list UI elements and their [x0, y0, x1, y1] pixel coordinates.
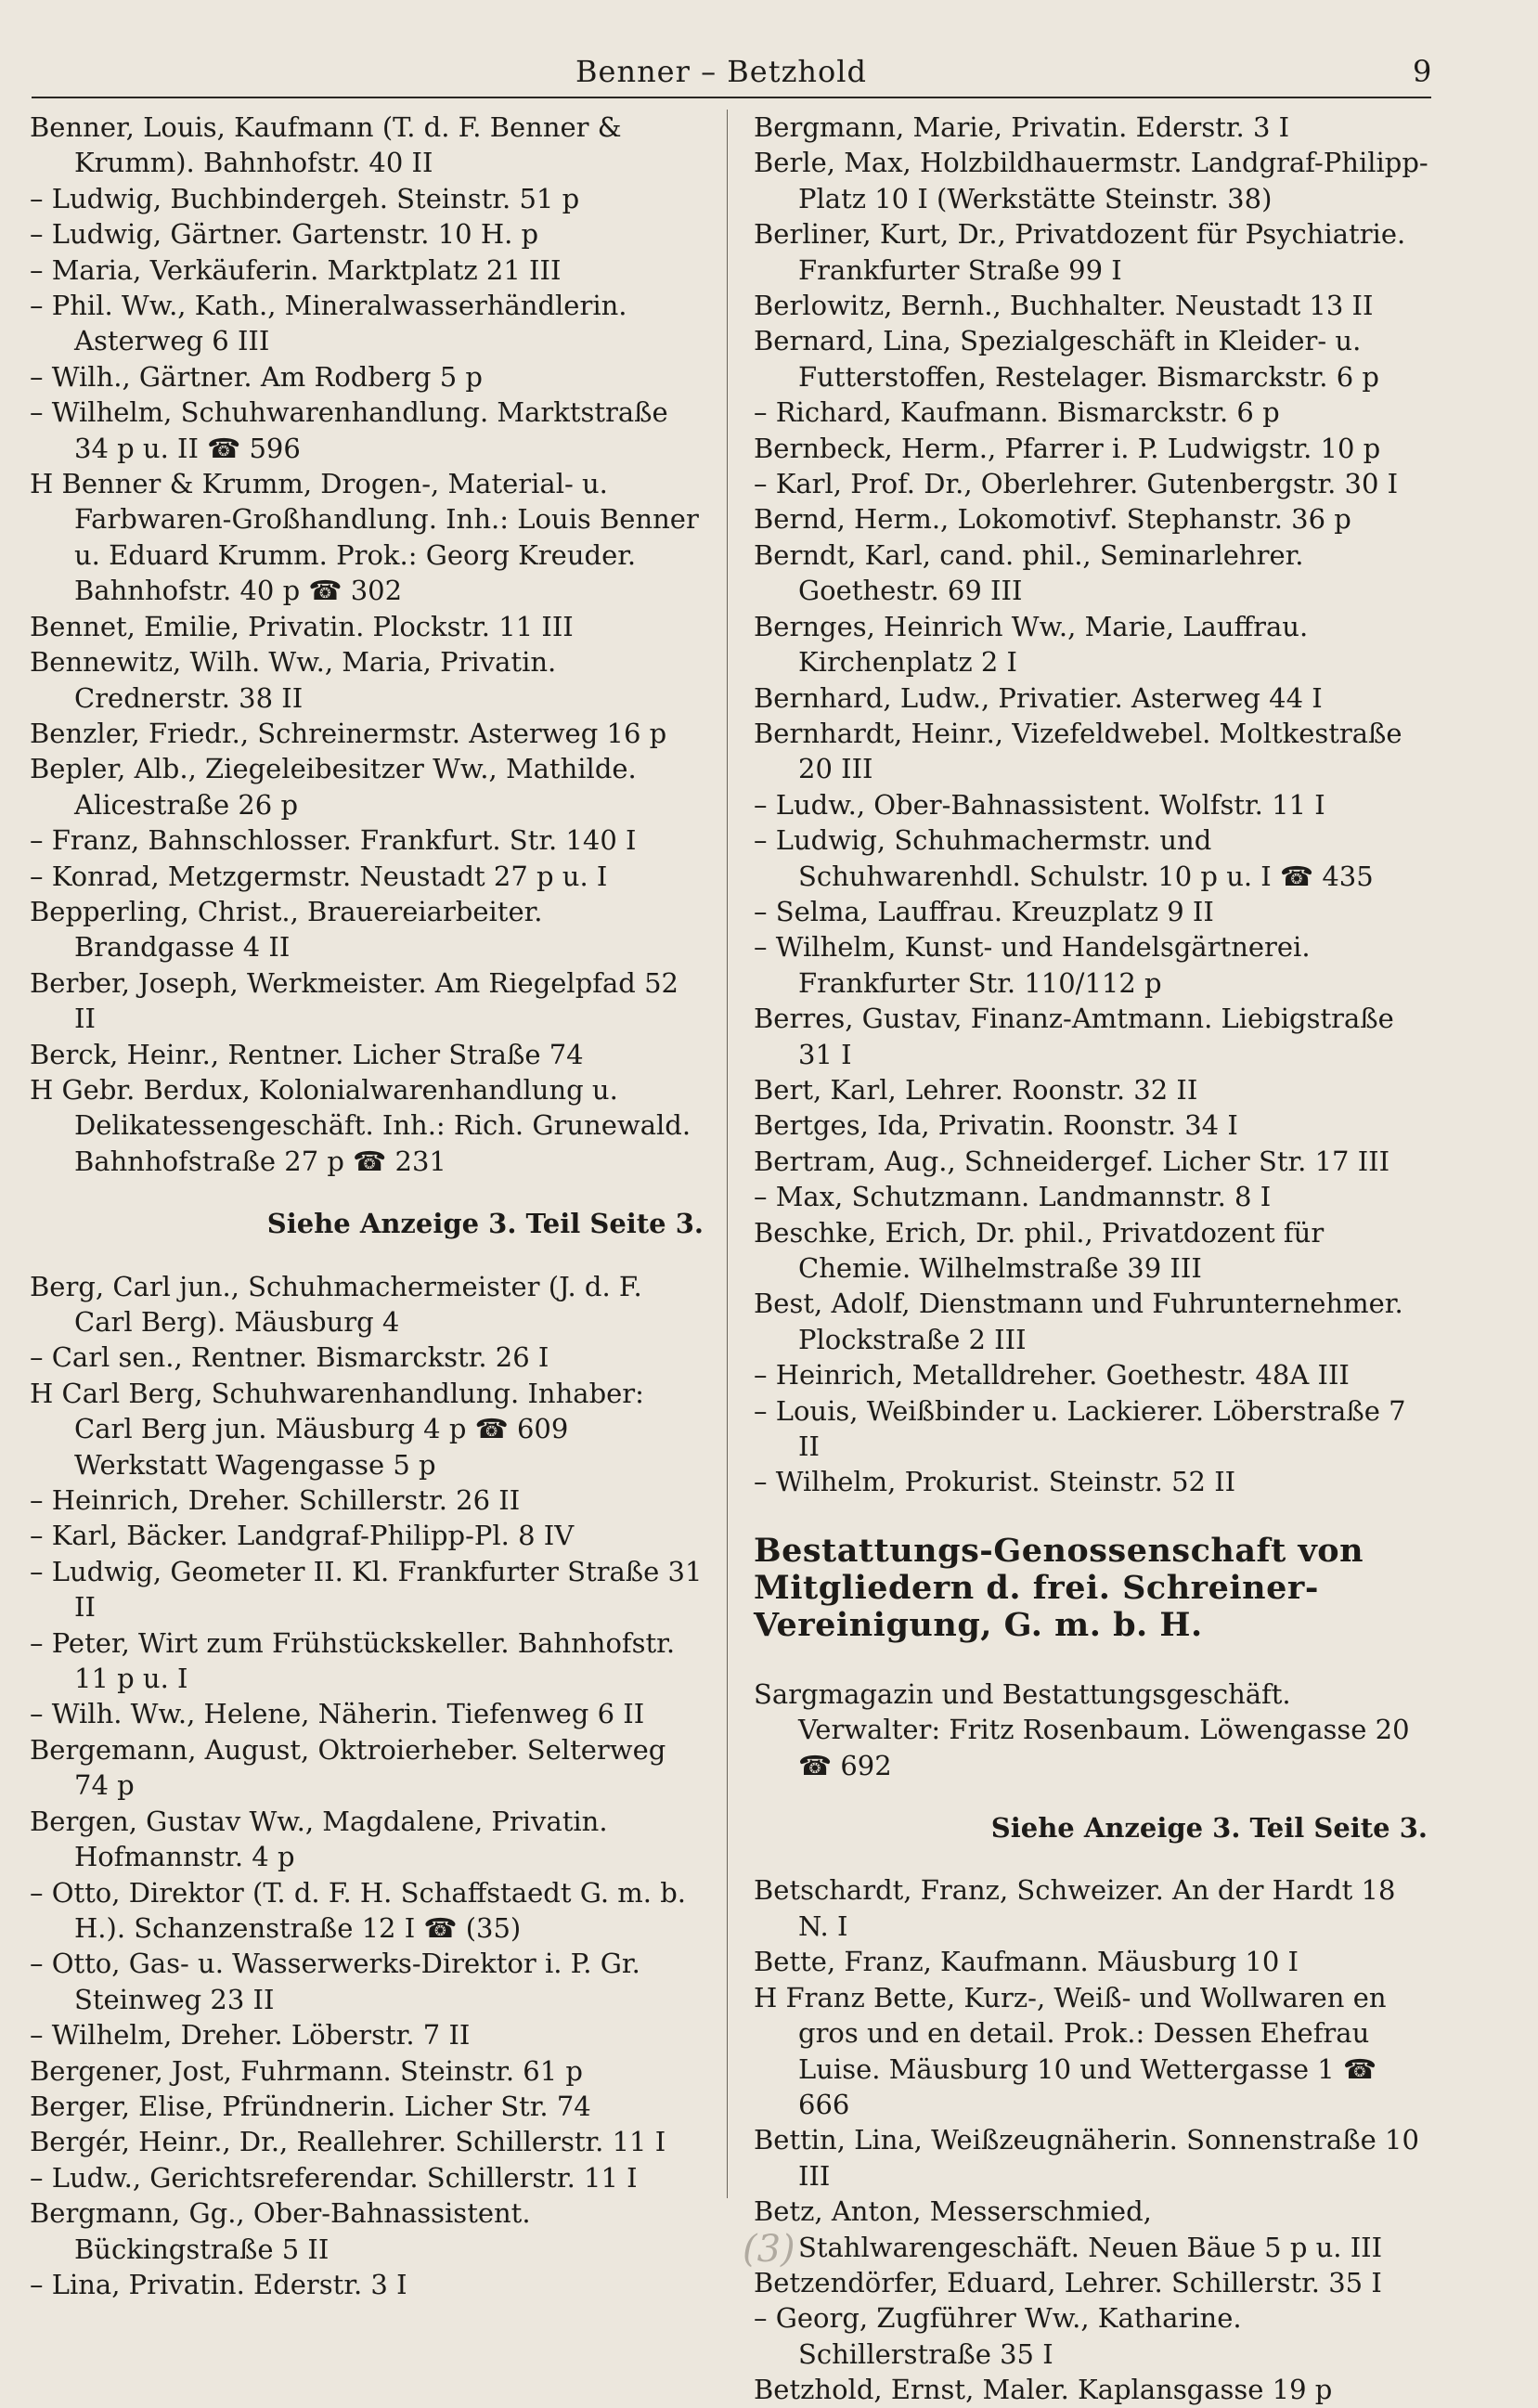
list-item: Sargmagazin und Bestattungsgeschäft. Verwalter: Fritz Rosenbaum. Löwengasse 20 ☎ 692 — [754, 1677, 1410, 1781]
list-item: – Wilhelm, Prokurist. Steinstr. 52 II — [754, 1466, 1236, 1498]
list-item: Betz, Anton, Messerschmied, Stahlwarengeschäft. Neuen Bäue 5 p u. III — [754, 2195, 1383, 2263]
list-item: Bergen, Gustav Ww., Magdalene, Privatin. Hofmannstr. 4 p — [30, 1805, 608, 1873]
list-item: Berres, Gustav, Finanz-Amtmann. Liebigstraße 31 I — [754, 1003, 1394, 1070]
list-item: Berlowitz, Bernh., Buchhalter. Neustadt 13 II — [754, 290, 1374, 322]
list-item: Bernd, Herm., Lokomotivf. Stephanstr. 36 p — [754, 503, 1351, 536]
list-item: – Otto, Direktor (T. d. F. H. Schaffstaedt G. m. b. H.). Schanzenstraße 12 I ☎ (35) — [30, 1876, 687, 1944]
list-item: – Karl, Prof. Dr., Oberlehrer. Gutenbergstr. 30 I — [754, 468, 1399, 500]
list-item: – Louis, Weißbinder u. Lackierer. Löberstraße 7 II — [754, 1394, 1406, 1463]
list-item: Berndt, Karl, cand. phil., Seminarlehrer. Goethestr. 69 III — [754, 538, 1304, 607]
list-item: – Wilhelm, Kunst- und Handelsgärtnerei. Frankfurter Str. 110/112 p — [754, 931, 1311, 999]
list-item: – Selma, Lauffrau. Kreuzplatz 9 II — [754, 895, 1214, 927]
list-item: Bennet, Emilie, Privatin. Plockstr. 11 III — [30, 610, 574, 642]
list-item: – Phil. Ww., Kath., Mineralwasserhändlerin. Asterweg 6 III — [30, 290, 627, 357]
list-item: Bertges, Ida, Privatin. Roonstr. 34 I — [754, 1109, 1238, 1142]
list-item: Betschardt, Franz, Schweizer. An der Hardt 18 N. I — [754, 1874, 1396, 1942]
company-heading: Bestattungs-Genossenschaft von Mitgliedern d. frei. Schreiner-Vereinigung, G. m. b. H. — [754, 1531, 1364, 1644]
list-item: Bernard, Lina, Spezialgeschäft in Kleider- u. Futterstoffen, Restelager. Bismarckstr. 6 p — [754, 325, 1379, 393]
list-item: – Peter, Wirt zum Frühstückskeller. Bahnhofstr. 11 p u. I — [30, 1626, 676, 1695]
list-item: – Maria, Verkäuferin. Marktplatz 21 III — [30, 253, 562, 286]
list-item: Bert, Karl, Lehrer. Roonstr. 32 II — [754, 1073, 1198, 1106]
column-divider — [727, 110, 728, 2198]
list-item: – Ludw., Gerichtsreferendar. Schillerstr. 11 I — [30, 2161, 638, 2194]
list-item: Bernhardt, Heinr., Vizefeldwebel. Moltkestraße 20 III — [754, 717, 1402, 785]
list-item: – Otto, Gas- u. Wasserwerks-Direktor i. P. Gr. Steinweg 23 II — [30, 1948, 640, 2015]
list-item: – Wilhelm, Schuhwarenhandlung. Marktstraße 34 p u. II ☎ 596 — [30, 396, 668, 464]
list-item: Bergmann, Marie, Privatin. Ederstr. 3 I — [754, 111, 1290, 143]
list-item: Berger, Elise, Pfründnerin. Licher Str. 74 — [30, 2090, 591, 2122]
list-item: Best, Adolf, Dienstmann und Fuhrunternehmer. Plockstraße 2 III — [754, 1288, 1403, 1355]
header-rule — [32, 97, 1431, 98]
list-item: – Heinrich, Metalldreher. Goethestr. 48A III — [754, 1359, 1350, 1392]
list-item: – Heinrich, Dreher. Schillerstr. 26 II — [30, 1484, 521, 1517]
list-item: Bepperling, Christ., Brauereiarbeiter. Brandgasse 4 II — [30, 895, 543, 964]
page-number: 9 — [1413, 54, 1432, 89]
list-item: Betzendörfer, Eduard, Lehrer. Schillerstr. 35 I — [754, 2266, 1382, 2298]
list-item: – Franz, Bahnschlosser. Frankfurt. Str. 140 I — [30, 824, 637, 857]
list-item: Bette, Franz, Kaufmann. Mäusburg 10 I — [754, 1946, 1299, 1978]
page-title: Benner – Betzhold — [575, 54, 868, 89]
list-item: – Carl sen., Rentner. Bismarckstr. 26 I — [30, 1341, 549, 1374]
list-item: Betzhold, Ernst, Maler. Kaplansgasse 19 p — [754, 2374, 1333, 2406]
left-column — [30, 110, 707, 2302]
list-item: Bertram, Aug., Schneidergef. Licher Str. 17 III — [754, 1145, 1390, 1177]
list-item: – Ludwig, Buchbindergeh. Steinstr. 51 p — [30, 182, 580, 214]
list-item: H Franz Bette, Kurz-, Weiß- und Wollwaren en gros und en detail. Prok.: Dessen Ehefrau Luise. Mäusburg 10 und Wettergasse 1 ☎ 666 — [754, 1981, 1387, 2120]
list-item: Berle, Max, Holzbildhauermstr. Landgraf-Philipp-Platz 10 I (Werkstätte Steinstr. 38) — [754, 147, 1428, 214]
list-item: – Wilh. Ww., Helene, Näherin. Tiefenweg 6 II — [30, 1698, 645, 1730]
list-item: H Benner & Krumm, Drogen-, Material- u. Farbwaren-Großhandlung. Inh.: Louis Benner u. Eduard Krumm. Prok.: Georg Kreuder. Bahnhofstr. 40 p ☎ 302 — [30, 468, 699, 607]
list-item: Bennewitz, Wilh. Ww., Maria, Privatin. Crednerstr. 38 II — [30, 646, 557, 714]
list-item: – Ludwig, Gärtner. Gartenstr. 10 H. p — [30, 218, 539, 251]
list-item: – Ludwig, Geometer II. Kl. Frankfurter Straße 31 II — [30, 1555, 703, 1624]
list-item: – Konrad, Metzgermstr. Neustadt 27 p u. I — [30, 860, 608, 892]
list-item: – Wilhelm, Dreher. Löberstr. 7 II — [30, 2019, 471, 2052]
list-item: Bergér, Heinr., Dr., Reallehrer. Schillerstr. 11 I — [30, 2126, 666, 2158]
list-item: – Georg, Zugführer Ww., Katharine. Schillerstraße 35 I — [754, 2302, 1242, 2370]
list-item: Bergener, Jost, Fuhrmann. Steinstr. 61 p — [30, 2054, 583, 2087]
list-item: – Lina, Privatin. Ederstr. 3 I — [30, 2268, 407, 2300]
ad-reference: Siehe Anzeige 3. Teil Seite 3. — [990, 1812, 1428, 1845]
list-item: – Wilh., Gärtner. Am Rodberg 5 p — [30, 360, 483, 393]
list-item: Bergemann, August, Oktroierheber. Selterweg 74 p — [30, 1733, 666, 1802]
list-item: H Gebr. Berdux, Kolonialwarenhandlung u. Delikatessengeschäft. Inh.: Rich. Grunewald. Bahnhofstraße 27 p ☎ 231 — [30, 1073, 691, 1177]
list-item: Berber, Joseph, Werkmeister. Am Riegelpfad 52 II — [30, 966, 679, 1035]
list-item: – Ludw., Ober-Bahnassistent. Wolfstr. 11 I — [754, 788, 1325, 821]
list-item: Bergmann, Gg., Ober-Bahnassistent. Bückingstraße 5 II — [30, 2197, 531, 2265]
list-item: – Karl, Bäcker. Landgraf-Philipp-Pl. 8 IV — [30, 1520, 575, 1552]
list-item: Beschke, Erich, Dr. phil., Privatdozent für Chemie. Wilhelmstraße 39 III — [754, 1216, 1325, 1284]
list-item: Benner, Louis, Kaufmann (T. d. F. Benner & Krumm). Bahnhofstr. 40 II — [30, 111, 622, 179]
list-item: Bernbeck, Herm., Pfarrer i. P. Ludwigstr. 10 p — [754, 432, 1381, 464]
list-item: – Ludwig, Schuhmachermstr. und Schuhwarenhdl. Schulstr. 10 p u. I ☎ 435 — [754, 824, 1374, 892]
right-column — [754, 110, 1431, 2408]
list-item: Bettin, Lina, Weißzeugnäherin. Sonnenstraße 10 III — [754, 2124, 1419, 2192]
list-item: Bernges, Heinrich Ww., Marie, Lauffrau. Kirchenplatz 2 I — [754, 610, 1309, 679]
list-item: – Max, Schutzmann. Landmannstr. 8 I — [754, 1181, 1272, 1213]
ad-reference: Siehe Anzeige 3. Teil Seite 3. — [266, 1208, 704, 1240]
list-item: – Richard, Kaufmann. Bismarckstr. 6 p — [754, 396, 1280, 429]
page-header — [37, 54, 1432, 100]
list-item: Benzler, Friedr., Schreinermstr. Asterweg 16 p — [30, 717, 667, 749]
pencil-mark: (3) — [743, 2228, 795, 2271]
list-item: Berg, Carl jun., Schuhmachermeister (J. d. F. Carl Berg). Mäusburg 4 — [30, 1270, 642, 1338]
list-item: H Carl Berg, Schuhwarenhandlung. Inhaber: Carl Berg jun. Mäusburg 4 p ☎ 609 Werkstatt Wagengasse 5 p — [30, 1377, 644, 1481]
list-item: Berliner, Kurt, Dr., Privatdozent für Psychiatrie. Frankfurter Straße 99 I — [754, 218, 1406, 286]
list-item: Bernhard, Ludw., Privatier. Asterweg 44 I — [754, 681, 1323, 714]
list-item: Bepler, Alb., Ziegeleibesitzer Ww., Mathilde. Alicestraße 26 p — [30, 753, 637, 821]
list-item: Berck, Heinr., Rentner. Licher Straße 74 — [30, 1038, 584, 1070]
